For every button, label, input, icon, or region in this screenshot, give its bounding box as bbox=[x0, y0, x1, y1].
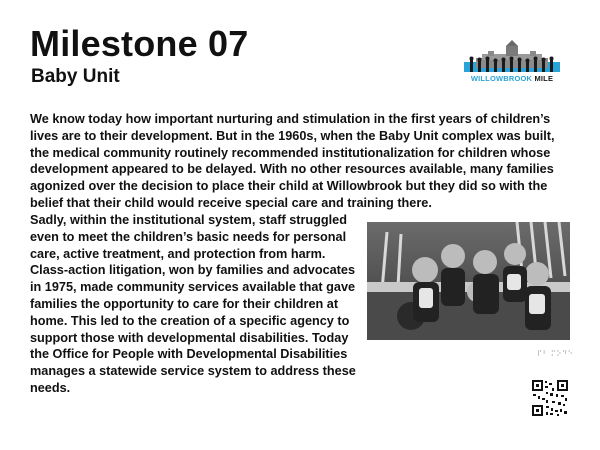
intro-paragraph: We know today how important nurturing and stimulation in the first years of children’s lives are to their development. But in the 1960s, when the Baby Unit complex was built, the medical community routinely recommended institutionalization for children whose development appeared to be delayed. With no other resources available, many families agonized over the decision to place their child at Willowbrook but they did so with the belief that their child would receive special care and training there. bbox=[30, 112, 555, 210]
qr-code-icon[interactable] bbox=[532, 380, 568, 416]
children-in-cribs-photo bbox=[367, 222, 570, 340]
history-paragraph: Sadly, within the institutional system, staff struggled even to meet the children’s basic needs for personal care, active treatment, and protection from harm. Class-action litigation, won by families and advocates in 1975, made community services available that gave families the opportunity to care for their children at home. This led to the creation of a specific agency to support those with developmental disabilities. Today the Office for People with Developmental Disabilities manages a statewide service system to address these needs. bbox=[30, 213, 356, 395]
page-title: Milestone 07 bbox=[30, 23, 249, 64]
page-subtitle: Baby Unit bbox=[31, 66, 120, 87]
logo-word-mile: MILE bbox=[532, 74, 554, 83]
photo-illustration bbox=[367, 222, 570, 340]
braille-label: ⠏⠃ ⠍⠕⠙⠑ bbox=[537, 351, 574, 358]
logo-wordmark bbox=[462, 74, 562, 83]
qr-code-graphic bbox=[532, 380, 568, 416]
logo-word-willowbrook: WILLOWBROOK bbox=[470, 74, 533, 83]
building-skyline-icon bbox=[462, 40, 562, 74]
willowbrook-mile-logo bbox=[462, 40, 562, 88]
